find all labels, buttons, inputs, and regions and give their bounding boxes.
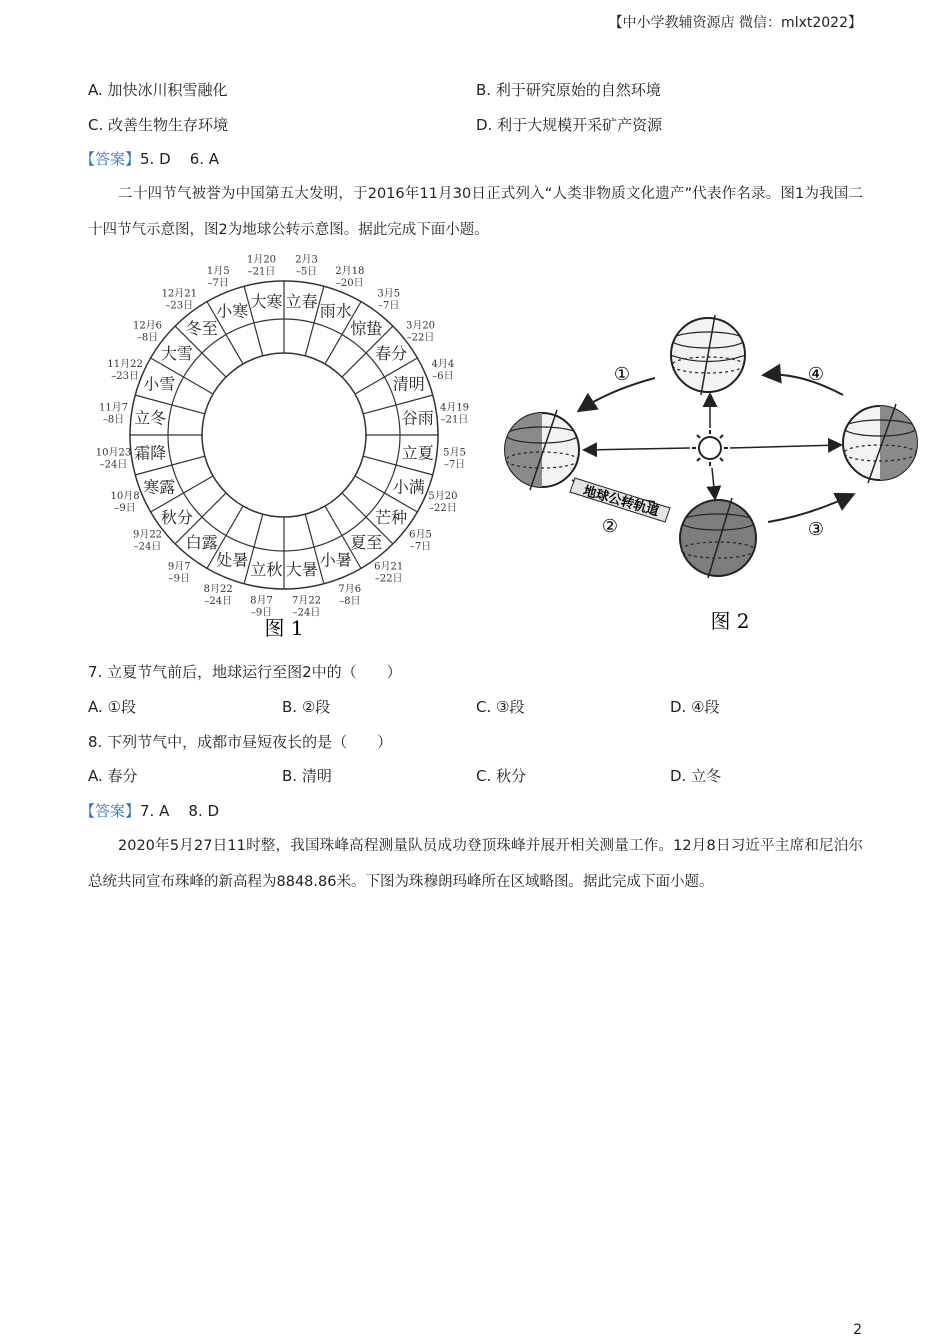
q7-options (88, 695, 862, 719)
solar-term-name: 清明 (392, 374, 425, 394)
solar-term-name: 大暑 (285, 559, 318, 579)
solar-term-name: 春分 (375, 343, 408, 363)
q8-option-b[interactable]: B. 清明 (282, 767, 332, 785)
solar-term-date: 6月5 –7日 (409, 529, 432, 553)
figure-2-earth-orbit (500, 310, 920, 640)
solar-term-name: 芒种 (375, 508, 408, 528)
q7-option-b[interactable]: B. ②段 (282, 698, 331, 716)
solar-term-name: 小暑 (319, 550, 352, 570)
solar-term-name: 夏至 (350, 533, 383, 553)
answer-block-1 (80, 147, 862, 171)
q6-options-row-2 (88, 113, 862, 137)
solar-term-date: 7月6 –8日 (338, 583, 362, 607)
answer-label: 【答案】 (80, 150, 141, 168)
solar-term-name: 小雪 (143, 374, 176, 394)
q7-option-c[interactable]: C. ③段 (476, 698, 525, 716)
segment-label-2: ② (601, 516, 619, 537)
solar-term-date: 3月20 –22日 (405, 320, 436, 344)
q8-option-c[interactable]: C. 秋分 (476, 767, 527, 785)
solar-term-date: 8月7 –9日 (250, 595, 273, 619)
segment-label-3: ③ (807, 519, 825, 540)
q8-option-d[interactable]: D. 立冬 (670, 767, 722, 785)
segment-label-1: ① (613, 364, 631, 385)
solar-term-name: 大雪 (160, 343, 193, 363)
earth-position-bottom (680, 498, 756, 578)
solar-term-name: 惊蛰 (350, 318, 383, 338)
solar-term-date: 4月19 –21日 (439, 402, 470, 426)
earth-position-right (843, 403, 920, 483)
figure-1-solar-terms (95, 254, 470, 645)
solar-term-name: 立春 (285, 292, 318, 312)
orbit-arrow-4 (765, 375, 843, 395)
figure-1-caption: 图 1 (264, 616, 304, 640)
solar-term-date: 10月23 –24日 (95, 447, 132, 471)
earth-position-left (500, 410, 579, 490)
solar-term-date: 7月22 –24日 (291, 595, 322, 619)
solar-terms-wheel (96, 254, 469, 619)
answer-text: 7. A 8. D (140, 802, 220, 820)
q6-option-d[interactable]: D. 利于大规模开采矿产资源 (476, 116, 663, 134)
solar-term-date: 10月8 –9日 (110, 490, 140, 514)
solar-term-date: 11月22 –23日 (107, 359, 143, 383)
q7-option-d[interactable]: D. ④段 (670, 698, 720, 716)
solar-term-date: 9月22 –24日 (132, 529, 163, 553)
q6-option-c[interactable]: C. 改善生物生存环境 (88, 116, 229, 134)
page-number: 2 (853, 1322, 862, 1338)
solar-term-name: 秋分 (160, 508, 193, 528)
solar-term-name: 大寒 (250, 292, 283, 312)
q6-option-b[interactable]: B. 利于研究原始的自然环境 (476, 81, 661, 99)
answer-label: 【答案】 (80, 802, 141, 820)
answer-text: 5. D 6. A (140, 150, 220, 168)
intro-text-2: 2020年5月27日11时整，我国珠峰高程测量队员成功登顶珠峰并展开相关测量工作。12月8日习近平主席和尼泊尔总统共同宣布珠峰的新高程为8848.86米。下图为珠穆朗玛峰所在区域略图。据此完成下面小题。 (88, 838, 863, 890)
solar-term-name: 立秋 (250, 559, 283, 579)
intro-paragraph-2 (88, 828, 863, 900)
solar-term-date: 12月21 –23日 (161, 288, 198, 312)
q6-options-row-1 (88, 78, 862, 102)
solar-term-date: 8月22 –24日 (203, 583, 233, 607)
orbit-arrow-3 (768, 495, 852, 522)
figure-2-caption: 图 2 (710, 609, 750, 633)
solar-term-name: 小满 (392, 477, 425, 497)
solar-term-name: 白露 (185, 533, 218, 553)
solar-term-date: 1月5 –7日 (206, 266, 230, 290)
solar-term-name: 雨水 (319, 301, 352, 321)
solar-term-name: 处暑 (216, 550, 249, 570)
solar-term-name: 寒露 (143, 477, 176, 497)
orbit-label-band (570, 478, 670, 522)
q6-option-a[interactable]: A. 加快冰川积雪融化 (88, 81, 228, 99)
orbit-label: 地球公转轨道 (581, 483, 661, 520)
earth-position-top (670, 315, 746, 395)
solar-term-date: 11月7 –8日 (98, 402, 129, 426)
answer-block-2 (80, 799, 862, 823)
intro-text-1: 二十四节气被誉为中国第五大发明，于2016年11月30日正式列入“人类非物质文化遗产”代表作名录。图1为我国二十四节气示意图，图2为地球公转示意图。据此完成下面小题。 (88, 186, 863, 238)
solar-term-name: 冬至 (185, 318, 218, 338)
q7-option-a[interactable]: A. ①段 (88, 698, 136, 716)
solar-term-name: 立冬 (134, 408, 167, 428)
solar-term-name: 霜降 (134, 443, 167, 463)
solar-term-date: 5月20 –22日 (428, 490, 458, 514)
sun-icon (692, 430, 728, 466)
q7-stem: 7. 立夏节气前后，地球运行至图2中的（ ） (88, 663, 402, 681)
solar-term-date: 4月4 –6日 (431, 359, 455, 383)
solar-term-date: 3月5 –7日 (377, 288, 401, 312)
solar-term-date: 12月6 –8日 (132, 320, 163, 344)
q8-stem: 8. 下列节气中，成都市昼短夜长的是（ ） (88, 733, 393, 751)
solar-term-name: 立夏 (401, 443, 434, 463)
q8-option-a[interactable]: A. 春分 (88, 767, 138, 785)
solar-term-date: 1月20 –21日 (246, 254, 277, 278)
segment-label-4: ④ (807, 364, 825, 385)
solar-term-date: 2月3 –5日 (295, 254, 318, 278)
page-header: 【中小学教辅资源店 微信：mlxt2022】 (608, 15, 862, 31)
solar-term-name: 谷雨 (401, 408, 434, 428)
intro-paragraph-1 (88, 176, 863, 248)
solar-term-date: 9月7 –9日 (167, 561, 191, 585)
q8-options (88, 764, 862, 788)
solar-term-date: 2月18 –20日 (335, 266, 365, 290)
solar-term-date: 5月5 –7日 (443, 447, 466, 471)
solar-term-date: 6月21 –22日 (374, 561, 404, 585)
solar-term-name: 小寒 (216, 301, 249, 321)
